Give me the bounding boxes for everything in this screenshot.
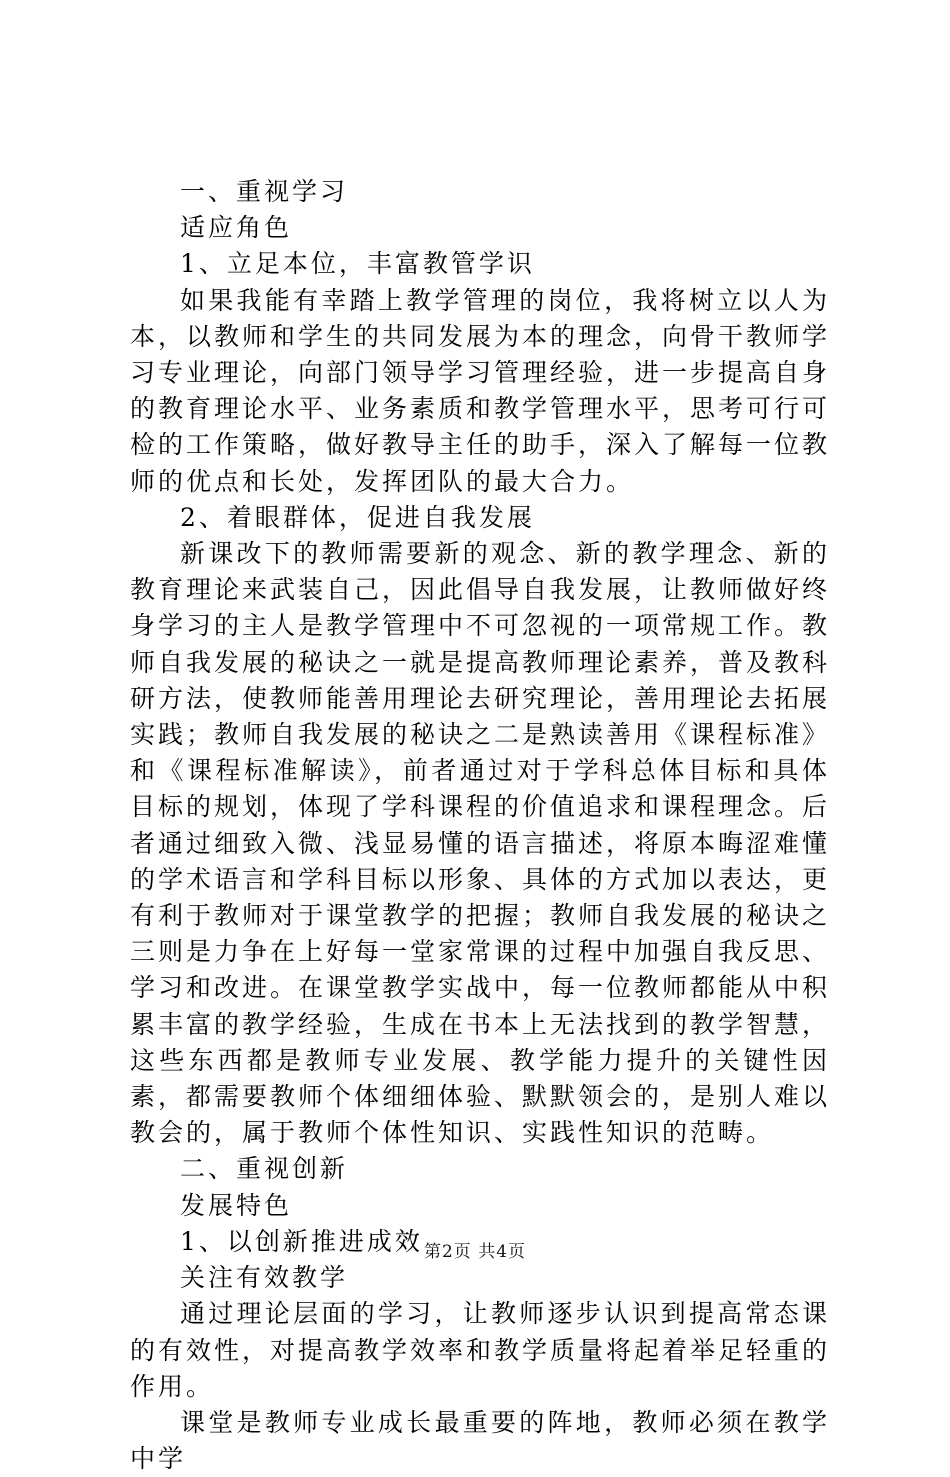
body-paragraph: 新课改下的教师需要新的观念、新的教学理念、新的教育理论来武装自己，因此倡导自我发展，让教师做好终身学习的主人是教学管理中不可忽视的一项常规工作。教师自我发展的秘诀之一就是提高教师理论素养，普及教科研方法，使教师能善用理论去研究理论，善用理论去拓展实践；教师自我发展的秘诀之二是熟读善用《课程标准》和《课程标准解读》，前者通过对于学科总体目标和具体目标的规划，体现了学科课程的价值追求和课程理念。后者通过细致入微、浅显易懂的语言描述，将原本晦涩难懂的学术语言和学科目标以形象、具体的方式加以表达，更有利于教师对于课堂教学的把握；教师自我发展的秘诀之三则是力争在上好每一堂家常课的过程中加强自我反思、学习和改进。在课堂教学实战中，每一位教师都能从中积累丰富的教学经验，生成在书本上无法找到的教学智慧，这些东西都是教师专业发展、教学能力提升的关键性因素，都需要教师个体细细体验、默默领会的，是别人难以教会的，属于教师个体性知识、实践性知识的范畴。 bbox=[130, 539, 831, 1148]
subsection-heading: 1、立足本位，丰富教管学识 bbox=[180, 249, 535, 279]
section-heading: 二、重视创新 bbox=[180, 1154, 349, 1184]
section-heading: 一、重视学习 bbox=[180, 177, 349, 206]
body-paragraph: 课堂是教师专业成长最重要的阵地，教师必须在教学中学 bbox=[130, 1407, 830, 1474]
page-footer: 第2页 共4页 bbox=[423, 1242, 527, 1262]
section-subheading: 发展特色 bbox=[180, 1190, 293, 1220]
section-subheading: 适应角色 bbox=[180, 213, 293, 243]
body-paragraph: 如果我能有幸踏上教学管理的岗位，我将树立以人为本，以教师和学生的共同发展为本的理念，向骨干教师学习专业理论，向部门领导学习管理经验，进一步提高自身的教育理论水平、业务素质和教学管理水平，思考可行可检的工作策略，做好教导主任的助手，深入了解每一位教师的优点和长处，发挥团队的最大合力。 bbox=[130, 285, 831, 496]
body-paragraph: 通过理论层面的学习，让教师逐步认识到提高常态课的有效性，对提高教学效率和教学质量将起着举足轻重的作用。 bbox=[130, 1299, 831, 1401]
document-body bbox=[130, 174, 830, 1477]
subsection-heading: 2、着眼群体，促进自我发展 bbox=[180, 502, 535, 532]
subsection-subheading: 关注有效教学 bbox=[180, 1263, 349, 1293]
subsection-heading: 1、以创新推进成效 bbox=[180, 1226, 423, 1256]
